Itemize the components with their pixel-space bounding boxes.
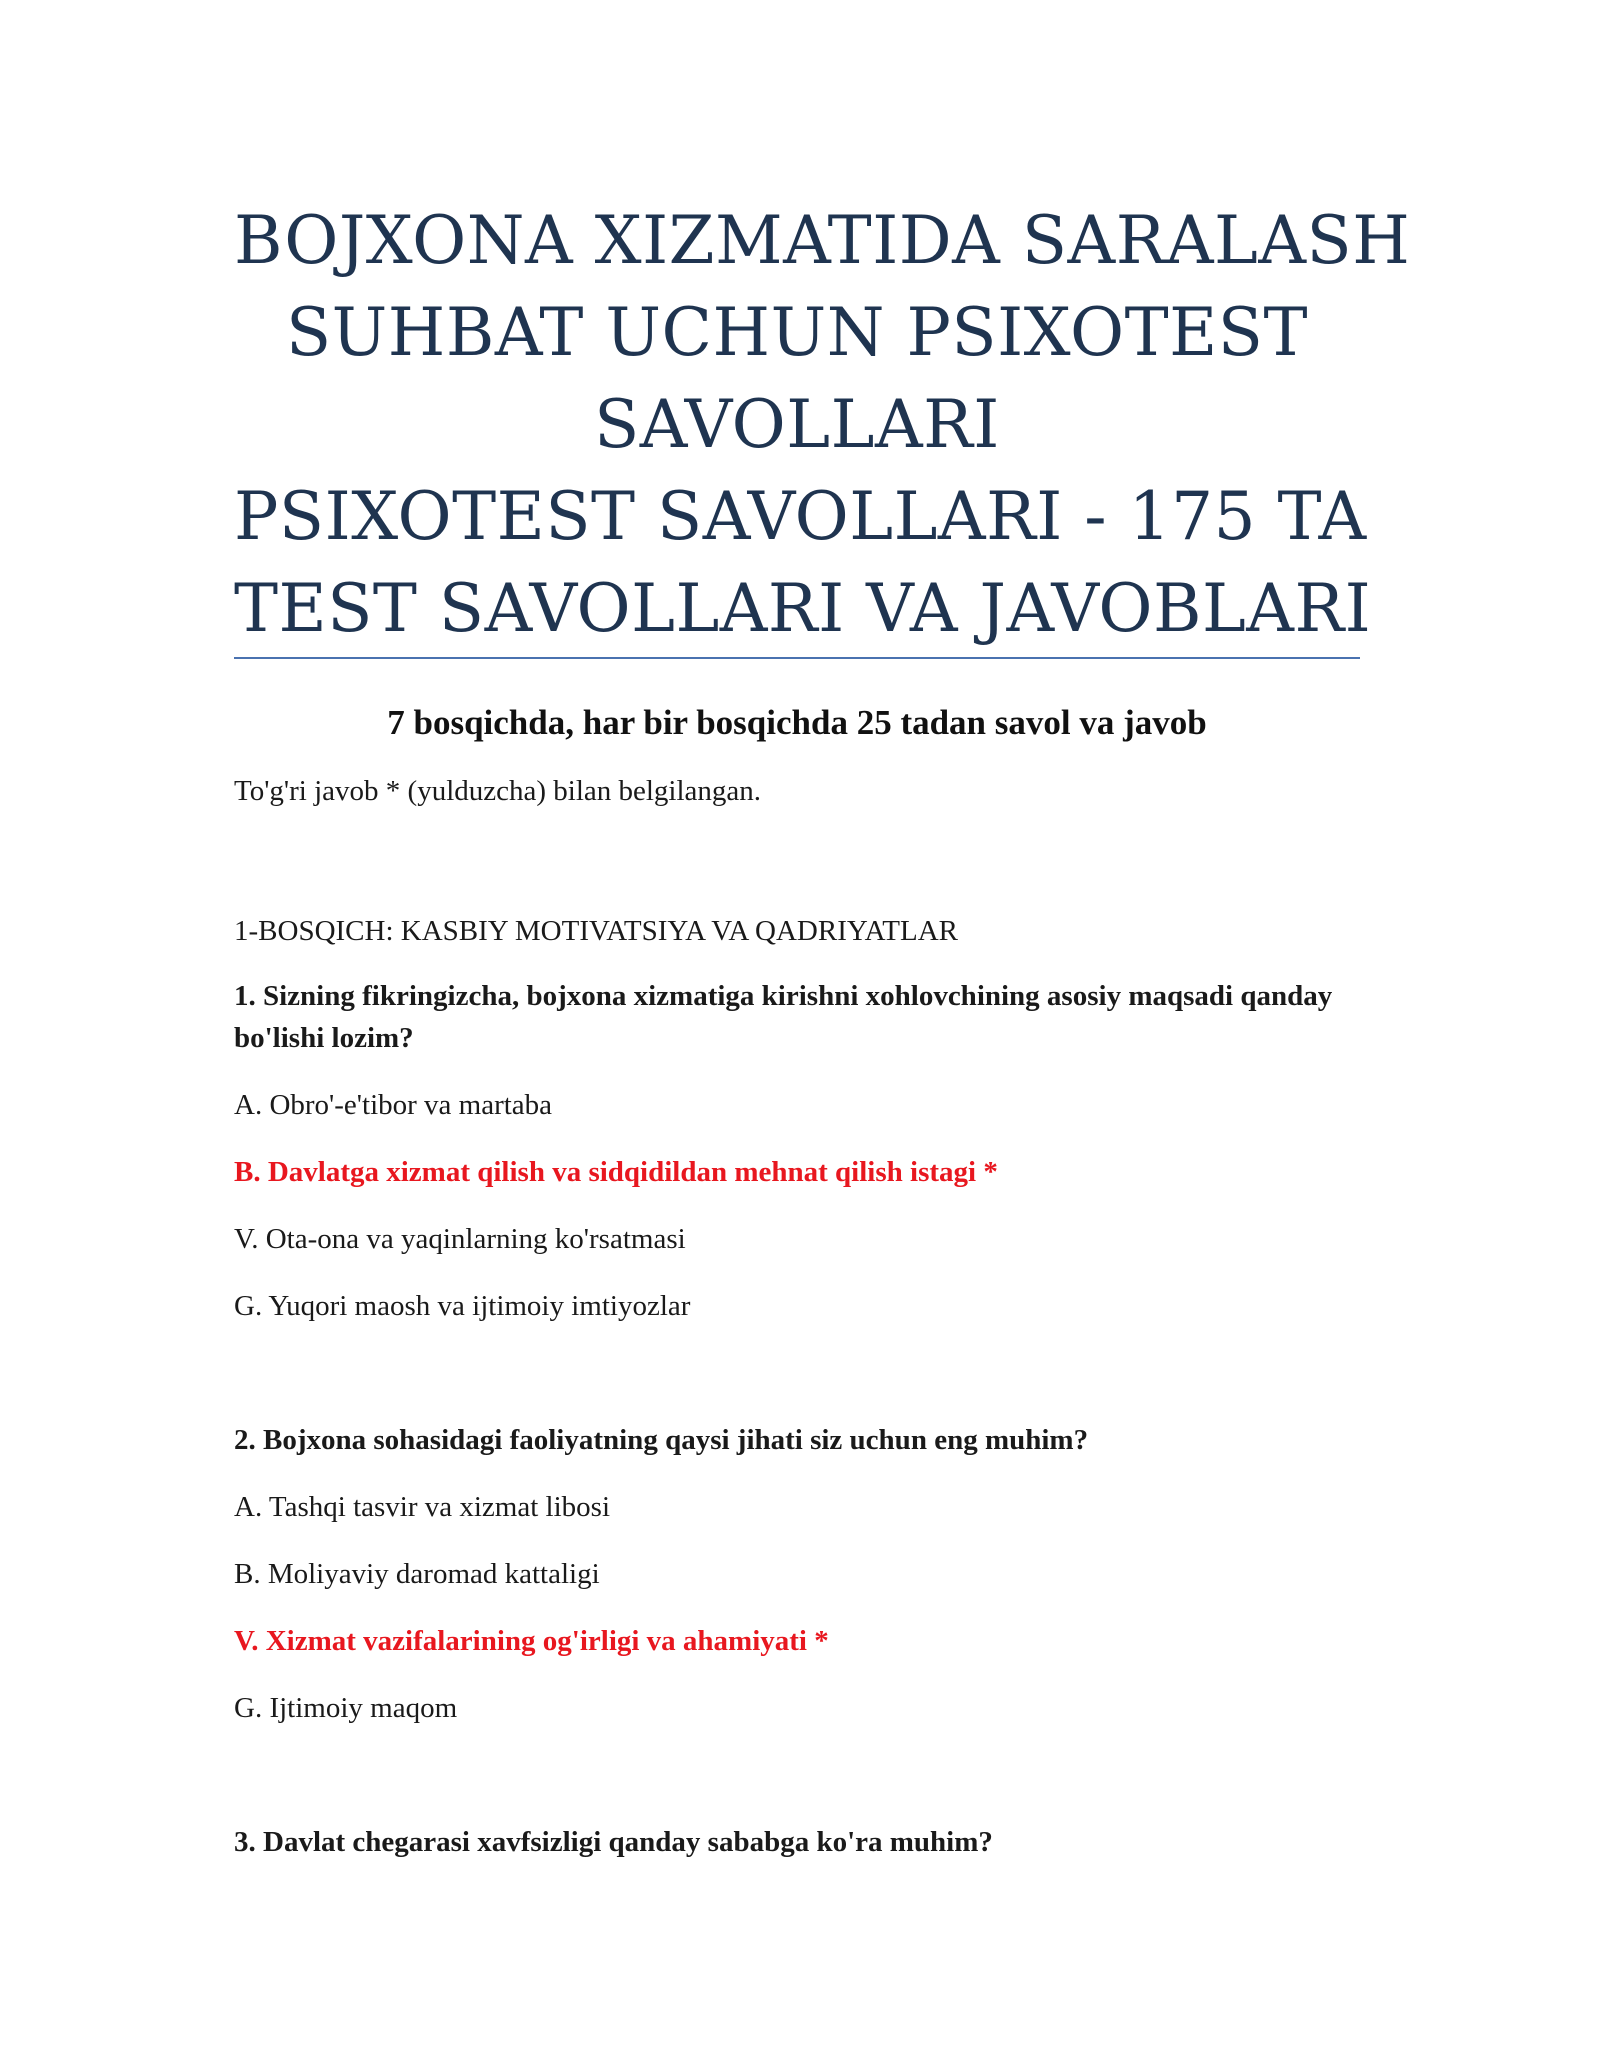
title-divider xyxy=(234,657,1360,659)
answer-option: G. Yuqori maosh va ijtimoiy imtiyozlar xyxy=(234,1290,691,1322)
title-line-1: BOJXONA XIZMATIDA SARALASH xyxy=(234,202,1411,279)
question-block-3 xyxy=(234,1821,1360,1863)
answer-option: A. Tashqi tasvir va xizmat libosi xyxy=(234,1491,610,1523)
stage-heading: 1-BOSQICH: KASBIY MOTIVATSIYA VA QADRIYATLAR xyxy=(234,915,959,947)
answer-option-correct: V. Xizmat vazifalarining og'irligi va ahamiyati * xyxy=(234,1625,829,1657)
answer-option-correct: B. Davlatga xizmat qilish va sidqidildan mehnat qilish istagi * xyxy=(234,1156,998,1188)
question-block-1 xyxy=(234,975,1360,1327)
answer-option: G. Ijtimoiy maqom xyxy=(234,1692,458,1724)
question-text: 2. Bojxona sohasidagi faoliyatning qaysi jihati siz uchun eng muhim? xyxy=(234,1424,1089,1456)
document-title xyxy=(234,195,1411,655)
answer-option: B. Moliyaviy daromad kattaligi xyxy=(234,1558,600,1590)
title-line-3: SAVOLLARI xyxy=(594,386,1000,463)
document-body xyxy=(234,770,1360,1888)
answer-key-note: To'g'ri javob * (yulduzcha) bilan belgilangan. xyxy=(234,775,762,807)
question-block-2 xyxy=(234,1419,1360,1729)
title-line-2: SUHBAT UCHUN PSIXOTEST xyxy=(285,294,1309,371)
title-line-5: TEST SAVOLLARI VA JAVOBLARI xyxy=(234,570,1372,647)
title-line-4: PSIXOTEST SAVOLLARI - 175 TA xyxy=(234,478,1367,555)
answer-option: V. Ota-ona va yaqinlarning ko'rsatmasi xyxy=(234,1223,686,1255)
question-text: 1. Sizning fikringizcha, bojxona xizmatiga kirishni xohlovchining asosiy maqsadi qanday bo'lishi lozim? xyxy=(234,980,1333,1054)
answer-option: A. Obro'-e'tibor va martaba xyxy=(234,1089,553,1121)
question-text: 3. Davlat chegarasi xavfsizligi qanday sababga ko'ra muhim? xyxy=(234,1826,993,1858)
document-subtitle: 7 bosqichda, har bir bosqichda 25 tadan savol va javob xyxy=(387,703,1207,742)
